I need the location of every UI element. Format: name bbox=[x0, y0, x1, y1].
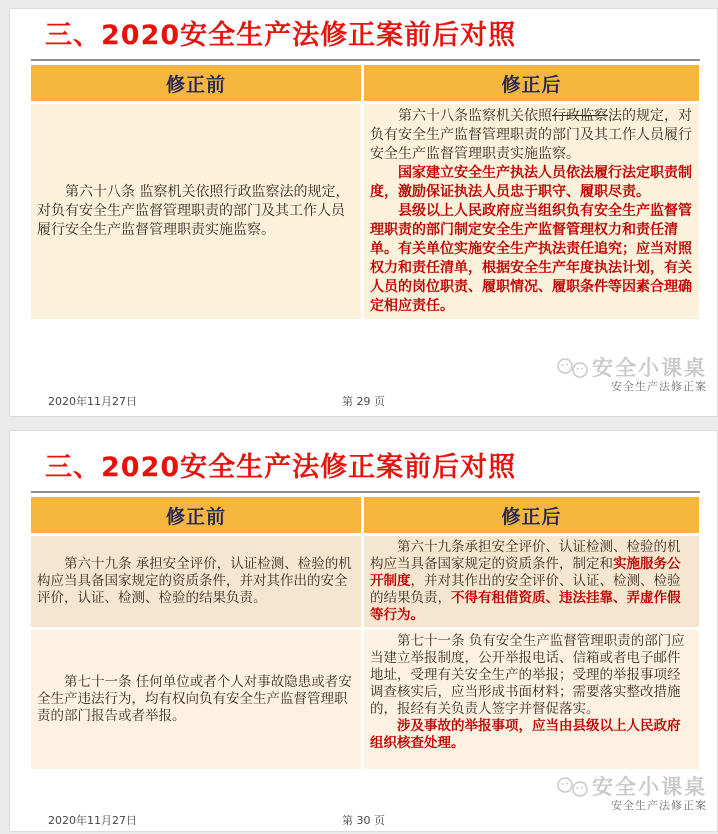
slide-footer bbox=[10, 812, 717, 826]
table-cell-after bbox=[364, 630, 699, 769]
cell-paragraph bbox=[37, 556, 355, 607]
table-row bbox=[31, 630, 699, 769]
amended-text-run: 不得有租借资质、违法挂靠、弄虚作假等行为。 bbox=[370, 590, 681, 623]
amended-text-run: 涉及事故的举报事项，应当由县级以上人民政府组织核查处理。 bbox=[370, 718, 681, 751]
text-run: ，并对其作出的安全评价、认证、检测、检验的结果负责， bbox=[370, 573, 681, 606]
watermark-subtitle: 安全生产法修正案 bbox=[611, 799, 707, 812]
column-header-before: 修正前 bbox=[31, 497, 361, 533]
table-body bbox=[31, 536, 699, 769]
amended-text-run: 国家建立安全生产执法人员依法履行法定职责制度，激励保证执法人员忠于职守、履职尽责。 bbox=[370, 165, 692, 200]
table-cell-before bbox=[31, 104, 361, 319]
cell-paragraph bbox=[370, 539, 693, 624]
text-run: 第六十八条监察机关依照 bbox=[398, 108, 552, 124]
text-run: 第六十九条承担安全评价、认证检测、检验的机构应当具备国家规定的资质条件，制定和 bbox=[370, 539, 681, 572]
slide-title: 三、2020安全生产法修正案前后对照 bbox=[45, 452, 517, 483]
text-run: 第六十八条 监察机关依照行政监察法的规定，对负有安全生产监督管理职责的部门及其工作人员履行安全生产监督管理职责实施监察。 bbox=[37, 184, 350, 238]
cell-paragraph bbox=[37, 674, 355, 725]
watermark bbox=[556, 776, 707, 811]
slide-title: 三、2020安全生产法修正案前后对照 bbox=[45, 20, 517, 51]
text-run: 第七十一条 任何单位或者个人对事故隐患或者安全生产违法行为，均有权向负有安全生产监督管理职责的部门报告或者举报。 bbox=[37, 674, 352, 724]
watermark-brand: 安全小课桌 bbox=[592, 774, 707, 799]
column-header-before: 修正前 bbox=[31, 65, 361, 101]
cell-paragraph bbox=[370, 718, 693, 752]
table-header-row bbox=[31, 65, 699, 101]
title-divider bbox=[31, 59, 700, 61]
amended-text-run: 实施服务公开制度 bbox=[370, 556, 681, 589]
table-header-row bbox=[31, 497, 699, 533]
cell-paragraph bbox=[370, 164, 693, 202]
text-run: 第七十一条 负有安全生产监督管理职责的部门应当建立举报制度，公开举报电话、信箱或者电子邮件地址，受理有关安全生产的举报；受理的举报事项经调查核实后，应当形成书面材料；需要落实整改措施的，报经有关负责人签字并督促落实。 bbox=[370, 633, 685, 717]
footer-page-number: 第 29 页 bbox=[342, 395, 385, 408]
slide-page-30 bbox=[9, 430, 718, 832]
table-row bbox=[31, 536, 699, 627]
deleted-text-run: 行政监察 bbox=[552, 108, 608, 124]
comparison-table bbox=[31, 497, 699, 769]
slide-page-29 bbox=[9, 8, 718, 417]
table-cell-after bbox=[364, 104, 699, 319]
watermark-logo-icon bbox=[556, 776, 590, 798]
footer-page-number: 第 30 页 bbox=[342, 814, 385, 827]
text-run: 法的规定，对负有安全生产监督管理职责的部门及其工作人员履行安全生产监督管理职责实施监察。 bbox=[370, 108, 692, 162]
watermark bbox=[556, 357, 707, 392]
cell-paragraph bbox=[370, 633, 693, 718]
text-run: 第六十九条 承担安全评价，认证检测、检验的机构应当具备国家规定的资质条件，并对其作出的安全评价，认证、检测、检验的结果负责。 bbox=[37, 556, 352, 606]
title-divider bbox=[31, 491, 700, 493]
watermark-subtitle: 安全生产法修正案 bbox=[611, 380, 707, 393]
footer-date: 2020年11月27日 bbox=[48, 814, 137, 827]
table-cell-before bbox=[31, 630, 361, 769]
footer-date: 2020年11月27日 bbox=[48, 395, 137, 408]
slide-footer bbox=[10, 393, 717, 407]
column-header-after: 修正后 bbox=[364, 65, 699, 101]
watermark-brand: 安全小课桌 bbox=[592, 355, 707, 380]
watermark-logo-icon bbox=[556, 357, 590, 379]
cell-paragraph bbox=[370, 202, 693, 316]
comparison-table bbox=[31, 65, 699, 319]
cell-paragraph bbox=[370, 107, 693, 164]
table-cell-before bbox=[31, 536, 361, 627]
cell-paragraph bbox=[37, 183, 355, 240]
table-row bbox=[31, 104, 699, 319]
column-header-after: 修正后 bbox=[364, 497, 699, 533]
table-body bbox=[31, 104, 699, 319]
table-cell-after bbox=[364, 536, 699, 627]
amended-text-run: 县级以上人民政府应当组织负有安全生产监督管理职责的部门制定安全生产监督管理权力和责任清单。有关单位实施安全生产执法责任追究；应当对照权力和责任清单，根据安全生产年度执法计划，有关人员的岗位职责、履职情况、履职条件等因素合理确定相应责任。 bbox=[370, 203, 692, 314]
